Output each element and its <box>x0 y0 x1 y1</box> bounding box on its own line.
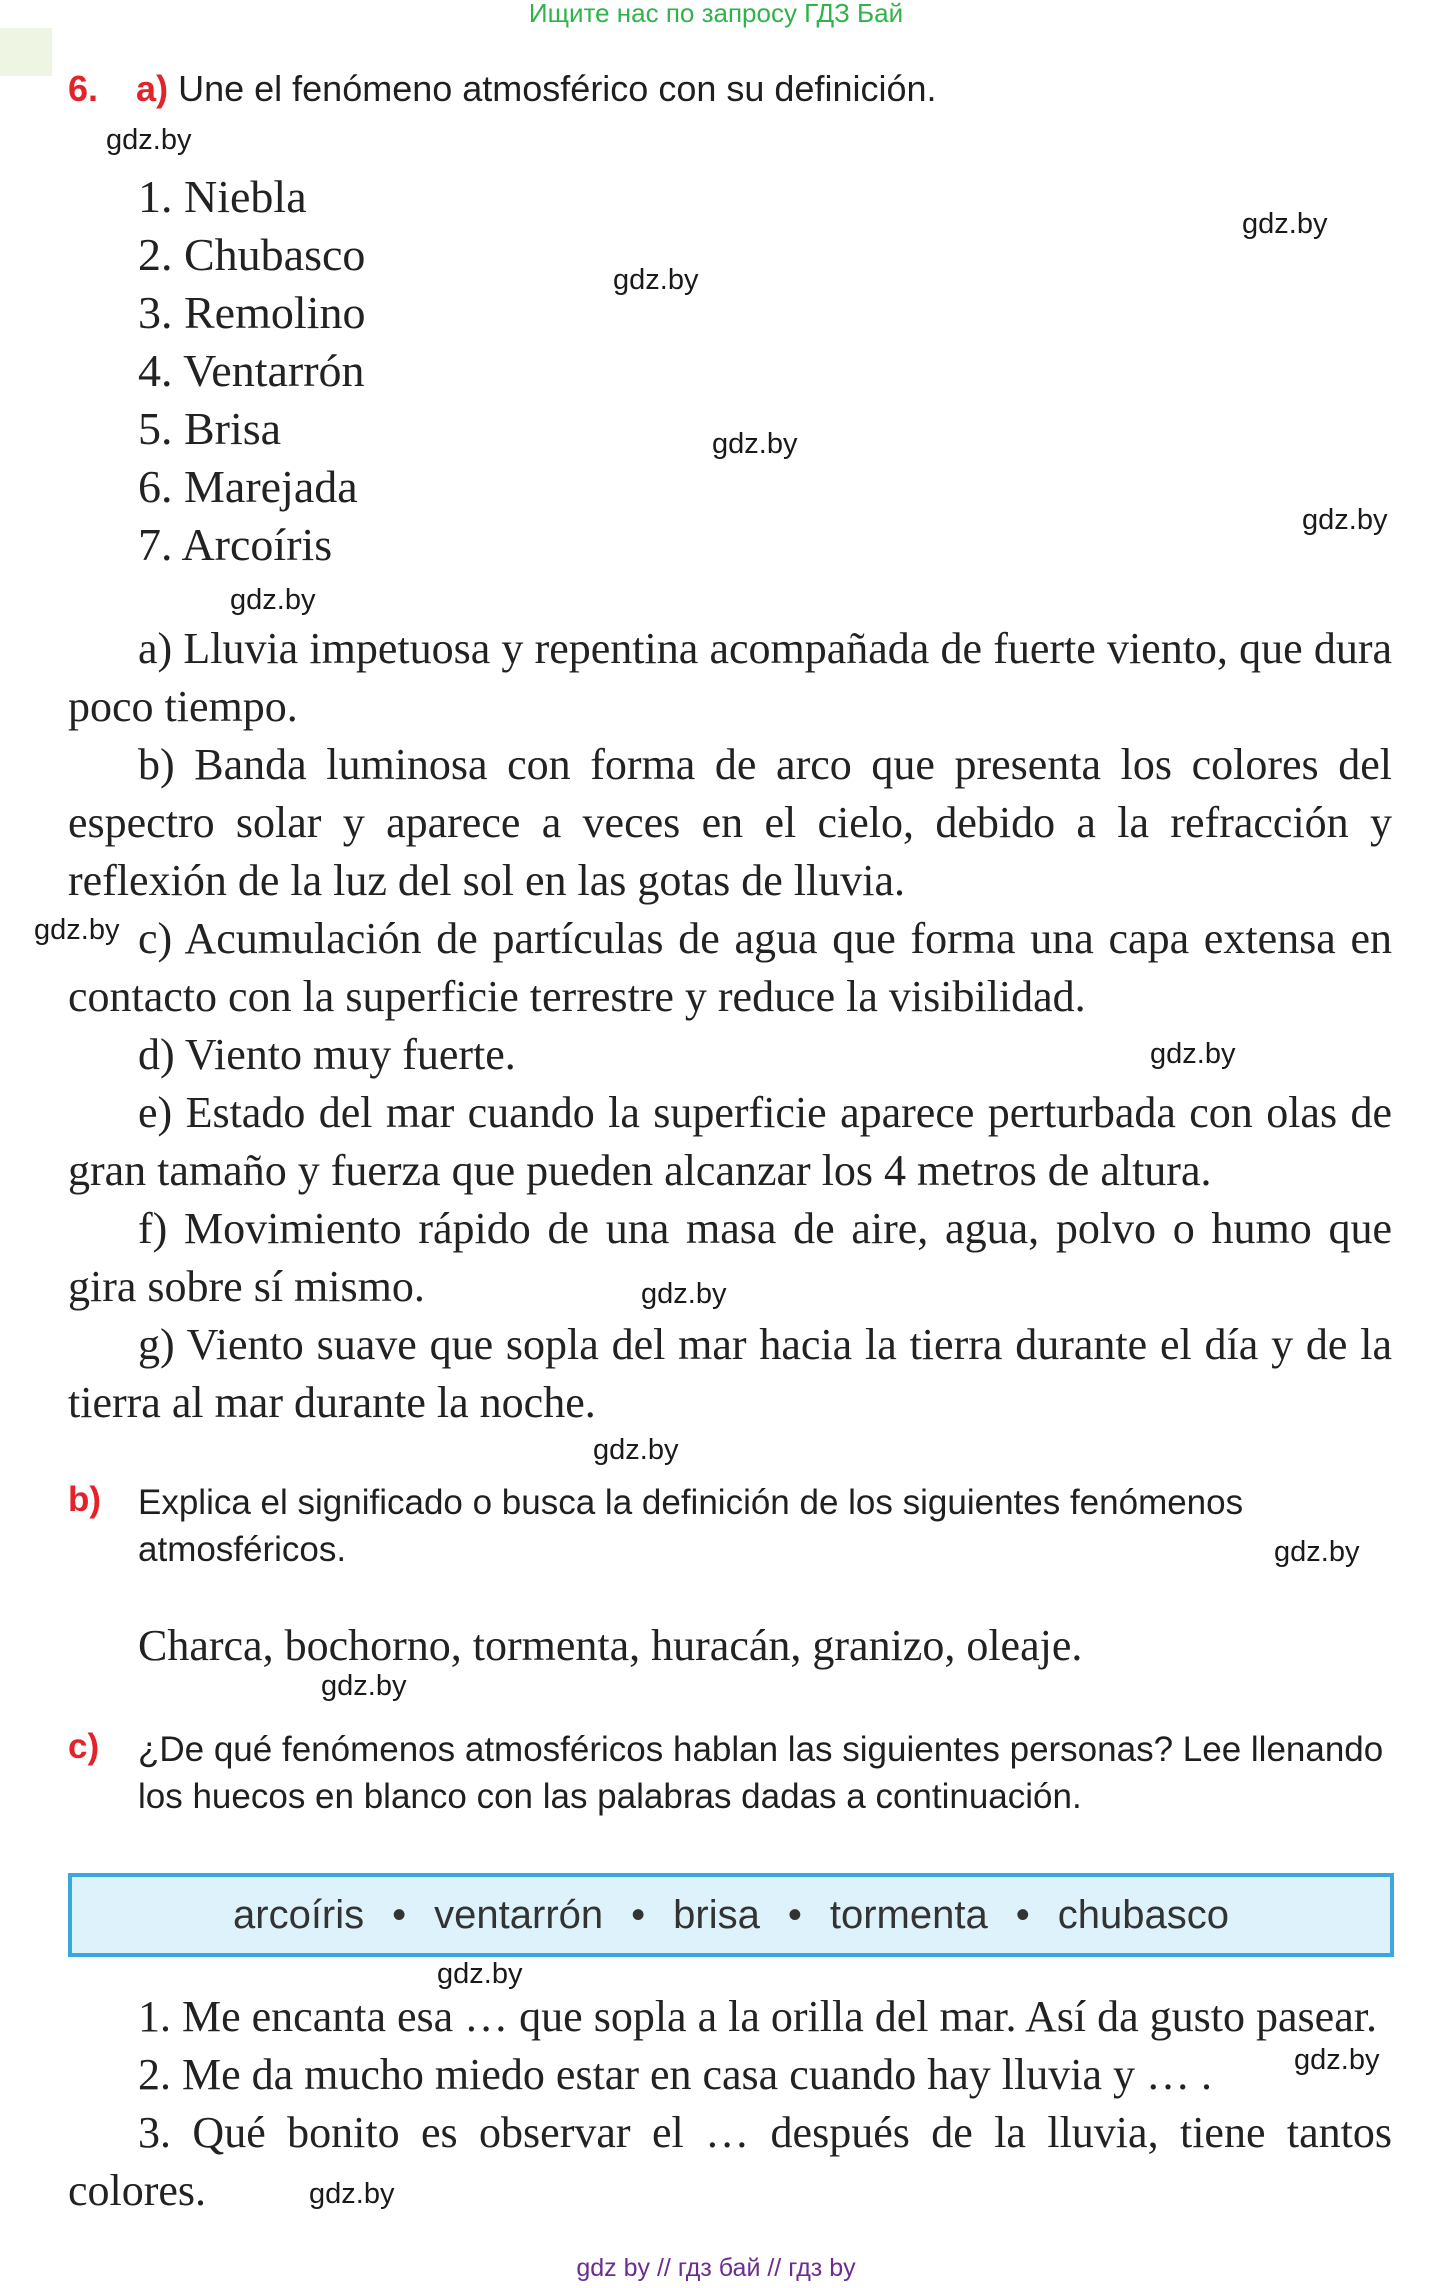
watermark: gdz.by <box>106 124 192 156</box>
list-item: 1. Niebla <box>138 171 307 222</box>
word-bank-word: ventarrón <box>434 1892 604 1937</box>
watermark: gdz.by <box>1294 2044 1380 2076</box>
part-b-label: b) <box>68 1480 102 1519</box>
definition-d: d) Viento muy fuerte. <box>138 1030 516 1079</box>
list-item: 3. Remolino <box>138 287 366 338</box>
watermark: gdz.by <box>1150 1038 1236 1070</box>
top-banner[interactable]: Ищите нас по запросу ГДЗ Бай <box>528 0 904 28</box>
list-item: 7. Arcoíris <box>138 519 333 570</box>
part-c-instruction: ¿De qué fenómenos atmosféricos hablan las siguientes personas? Lee llenando los huecos en blanco con las palabras dadas a continuación. <box>138 1730 1384 1816</box>
list-item: 5. Brisa <box>138 403 282 454</box>
watermark: gdz.by <box>1274 1536 1360 1568</box>
footer-links[interactable]: gdz by // гдз бай // гдз by <box>576 2254 856 2282</box>
word-bank-word: chubasco <box>1057 1892 1229 1937</box>
definition-g: g) Viento suave que sopla del mar hacia la tierra durante el día y de la tierra al mar durante la noche. <box>68 1320 1392 1427</box>
sentence-1: 1. Me encanta esa … que sopla a la orilla del mar. Así da gusto pasear. <box>138 1992 1377 2041</box>
word-bank-word: brisa <box>673 1892 760 1937</box>
watermark: gdz.by <box>230 584 316 616</box>
watermark: gdz.by <box>593 1434 679 1466</box>
sentence-3: 3. Qué bonito es observar el … después de la lluvia, tiene tantos colores. <box>68 2108 1392 2215</box>
list-item: 6. Marejada <box>138 461 358 512</box>
watermark: gdz.by <box>34 914 120 946</box>
word-bank-word: arcoíris <box>233 1892 365 1937</box>
part-a-instruction: Une el fenómeno atmosférico con su definición. <box>178 68 937 109</box>
word-bank-separator: • <box>392 1892 407 1937</box>
definition-b: b) Banda luminosa con forma de arco que presenta los colores del espectro solar y aparece a veces en el cielo, debido a la refracción y reflexión de la luz del sol en las gotas de lluvia. <box>68 740 1392 905</box>
watermark: gdz.by <box>641 1278 727 1310</box>
part-a-label: a) <box>136 68 169 109</box>
part-b-word-list: Charca, bochorno, tormenta, huracán, granizo, oleaje. <box>138 1621 1083 1670</box>
watermark: gdz.by <box>1302 504 1388 536</box>
definition-c: c) Acumulación de partículas de agua que forma una capa extensa en contacto con la superficie terrestre y reduce la visibilidad. <box>68 914 1392 1021</box>
definition-f: f) Movimiento rápido de una masa de aire, agua, polvo o humo que gira sobre sí mismo. <box>68 1204 1392 1311</box>
watermark: gdz.by <box>309 2178 395 2210</box>
task-header <box>68 68 937 110</box>
watermark: gdz.by <box>321 1670 407 1702</box>
definition-e: e) Estado del mar cuando la superficie aparece perturbada con olas de gran tamaño y fuerza que pueden alcanzar los 4 metros de altura. <box>68 1088 1392 1195</box>
word-bank-word: tormenta <box>829 1892 988 1937</box>
watermark: gdz.by <box>613 264 699 296</box>
definition-a: a) Lluvia impetuosa y repentina acompañada de fuerte viento, que dura poco tiempo. <box>68 624 1392 731</box>
watermark: gdz.by <box>437 1958 523 1990</box>
list-item: 2. Chubasco <box>138 229 366 280</box>
task-number: 6. <box>68 68 99 109</box>
watermark: gdz.by <box>1242 208 1328 240</box>
word-bank <box>68 1873 1394 1957</box>
watermark: gdz.by <box>712 428 798 460</box>
corner-decoration <box>0 28 52 76</box>
sentence-2: 2. Me da mucho miedo estar en casa cuando hay lluvia y … . <box>138 2050 1213 2099</box>
part-b-instruction: Explica el significado o busca la definición de los siguientes fenómenos atmosféricos. <box>138 1483 1244 1569</box>
part-c-label: c) <box>68 1727 100 1766</box>
word-bank-separator: • <box>1015 1892 1030 1937</box>
word-bank-separator: • <box>631 1892 646 1937</box>
list-item: 4. Ventarrón <box>138 345 365 396</box>
word-bank-separator: • <box>787 1892 802 1937</box>
